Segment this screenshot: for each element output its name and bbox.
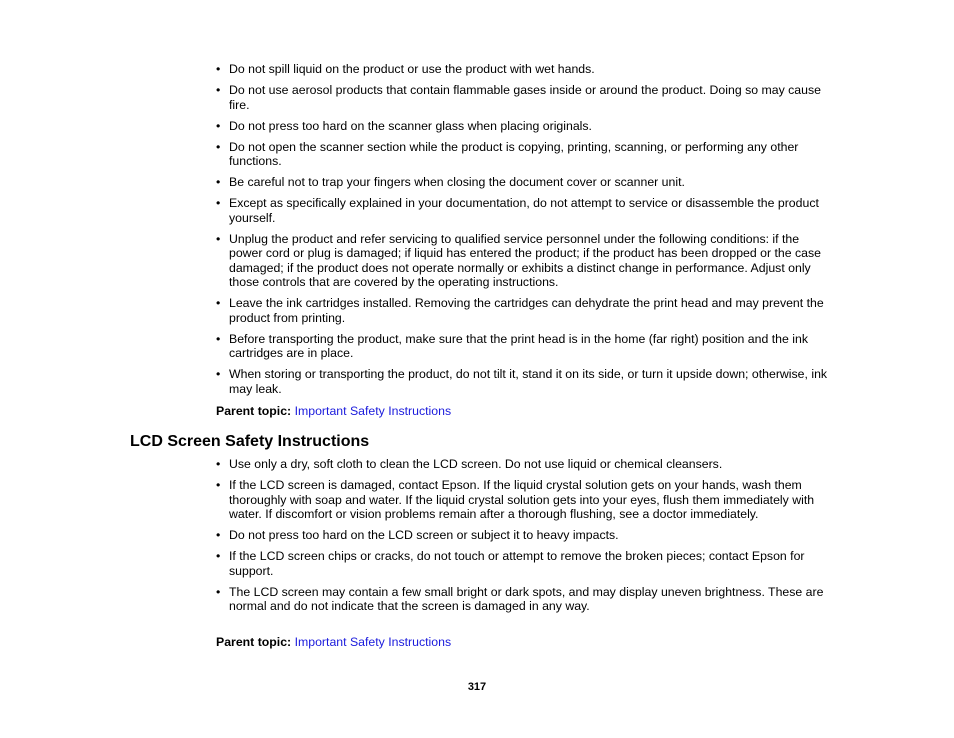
safety-list-general	[216, 62, 828, 403]
bullet-marker: •	[216, 83, 221, 97]
bullet-marker: •	[216, 584, 221, 599]
list-item: • Do not use aerosol products that contain flammable gases inside or around the product. Doing so may cause fire.	[216, 83, 821, 112]
bullet-marker: •	[216, 231, 221, 246]
bullet-marker: •	[216, 331, 221, 346]
parent-topic-link[interactable]: Important Safety Instructions	[294, 635, 452, 649]
parent-topic-label: Parent topic:	[216, 635, 292, 649]
parent-topic-link[interactable]: Important Safety Instructions	[294, 404, 452, 418]
bullet-marker: •	[216, 118, 221, 133]
list-item: • The LCD screen may contain a few small bright or dark spots, and may display uneven brightness. These are normal and do not indicate that the screen is damaged in any way.	[216, 584, 824, 613]
list-item: • Before transporting the product, make sure that the print head is in the home (far right) position and the ink cartridges are in place.	[216, 331, 808, 360]
list-item: • Do not open the scanner section while the product is copying, printing, scanning, or performing any other functions.	[216, 139, 799, 168]
parent-topic	[216, 635, 451, 650]
list-item: • Do not spill liquid on the product or use the product with wet hands.	[216, 62, 595, 76]
list-item: • Be careful not to trap your fingers when closing the document cover or scanner unit.	[216, 175, 685, 189]
list-item: • Leave the ink cartridges installed. Removing the cartridges can dehydrate the print head and may prevent the product from printing.	[216, 296, 824, 325]
page-number: 317	[467, 681, 487, 693]
safety-list-lcd	[216, 457, 828, 620]
bullet-marker: •	[216, 367, 221, 381]
bullet-marker: •	[216, 175, 221, 189]
bullet-marker: •	[216, 528, 221, 542]
list-item: • Except as specifically explained in your documentation, do not attempt to service or disassemble the product yourself.	[216, 196, 819, 225]
parent-topic	[216, 404, 451, 419]
list-item: • Do not press too hard on the LCD screen or subject it to heavy impacts.	[216, 528, 619, 542]
bullet-marker: •	[216, 62, 221, 76]
list-item: • Unplug the product and refer servicing to qualified service personnel under the following conditions: if the power cord or plug is damaged; if liquid has entered the product; if the product has been dropped or the case damaged; if the product does not operate normally or exhibits a distinct change in performance. Adjust only those controls that are covered by the operating instructions.	[216, 231, 821, 289]
bullet-marker: •	[216, 478, 221, 492]
bullet-marker: •	[216, 196, 221, 210]
parent-topic-label: Parent topic:	[216, 404, 292, 418]
bullet-marker: •	[216, 457, 221, 471]
section-heading: LCD Screen Safety Instructions	[130, 433, 370, 450]
list-item: • Do not press too hard on the scanner glass when placing originals.	[216, 118, 592, 133]
bullet-marker: •	[216, 549, 221, 563]
list-item: • When storing or transporting the product, do not tilt it, stand it on its side, or turn it upside down; otherwise, ink may leak.	[216, 367, 828, 396]
bullet-marker: •	[216, 296, 221, 310]
list-item: • Use only a dry, soft cloth to clean the LCD screen. Do not use liquid or chemical cleansers.	[216, 457, 723, 471]
list-item: • If the LCD screen chips or cracks, do not touch or attempt to remove the broken pieces; contact Epson for support.	[216, 549, 805, 578]
bullet-marker: •	[216, 139, 221, 154]
list-item: • If the LCD screen is damaged, contact Epson. If the liquid crystal solution gets on your hands, wash them thoroughly with soap and water. If the liquid crystal solution gets into your eyes, flush them immediately with water. If discomfort or vision problems remain after a thorough flushing, see a doctor immediately.	[216, 478, 815, 521]
